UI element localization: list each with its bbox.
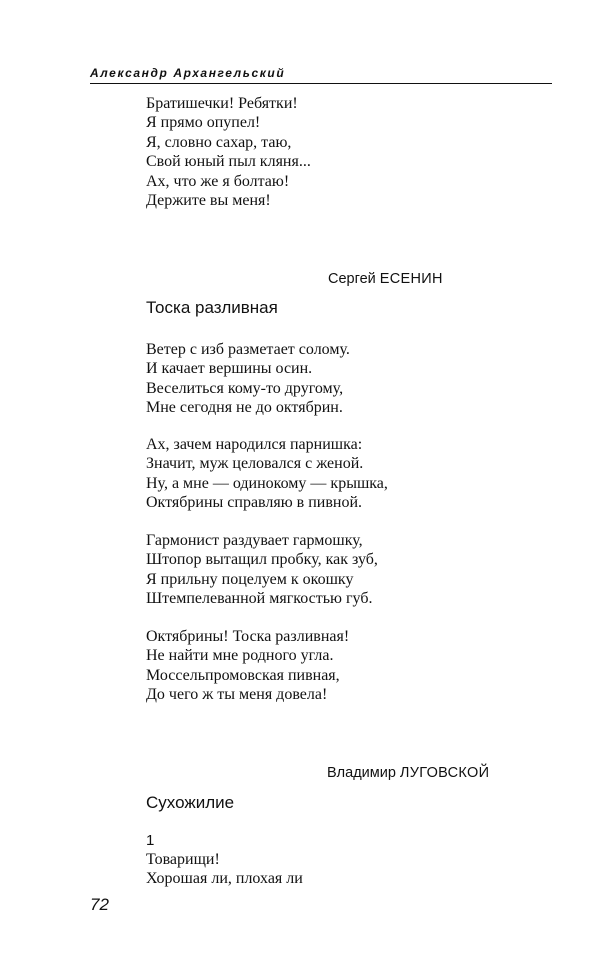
verse-line: Хорошая ли, плохая ли — [146, 870, 303, 888]
poem2-title: Сухожилие — [146, 793, 235, 812]
verse-line: Мне сегодня не до октябрин. — [146, 399, 343, 417]
verse-line: Значит, муж целовался с женой. — [146, 455, 364, 473]
verse-line: Ах, что же я болтаю! — [146, 172, 290, 190]
verse-line: Октябрины! Тоска разливная! — [146, 628, 350, 645]
verse-line: Не найти мне родного угла. — [146, 647, 334, 665]
header-rule — [90, 83, 552, 84]
author-first-name: Владимир — [327, 765, 396, 781]
author-first-name: Сергей — [328, 271, 376, 287]
poem1-stanza-4 — [146, 627, 349, 705]
verse-line: Ветер с изб разметает солому. — [146, 341, 350, 358]
verse-line: До чего ж ты меня довела! — [146, 686, 328, 704]
verse-line: Гармонист раздувает гармошку, — [146, 532, 363, 549]
verse-line: И качает вершины осин. — [146, 360, 313, 378]
poem2-part-number: 1 — [146, 832, 155, 849]
verse-line: Я, словно сахар, таю, — [146, 133, 292, 151]
verse-line: Октябрины справляю в пивной. — [146, 494, 363, 512]
verse-line: Веселиться кому-то другому, — [146, 379, 344, 397]
author-surname: ЛУГОВСКОЙ — [399, 765, 490, 781]
poem2-verse — [146, 850, 303, 889]
page-number: 72 — [90, 895, 109, 914]
verse-line: Моссельпромовская пивная, — [146, 666, 340, 684]
verse-line: Ну, а мне — одинокому — крышка, — [146, 474, 388, 492]
verse-line: Держите вы меня! — [146, 192, 271, 210]
poem1-title: Тоска разливная — [146, 298, 278, 317]
verse-line: Я прямо опупел! — [146, 114, 261, 132]
verse-line: Свой юный пыл кляня... — [146, 153, 311, 171]
verse-line: Ах, зачем народился парнишка: — [146, 436, 363, 453]
stanza-top — [146, 94, 311, 210]
poem2-author — [327, 765, 489, 781]
verse-line: Братишечки! Ребятки! — [146, 95, 298, 112]
poem1-author — [328, 271, 443, 287]
verse-line: Штопор вытащил пробку, как зуб, — [146, 551, 378, 569]
poem1-stanza-1 — [146, 340, 350, 418]
verse-line: Товарищи! — [146, 851, 220, 868]
poem1-stanza-3 — [146, 531, 378, 609]
running-head: Александр Архангельский — [90, 66, 286, 80]
author-surname: ЕСЕНИН — [379, 271, 443, 287]
poem1-stanza-2 — [146, 435, 388, 513]
verse-line: Штемпелеванной мягкостью губ. — [146, 590, 373, 608]
verse-line: Я прильну поцелуем к окошку — [146, 570, 354, 588]
